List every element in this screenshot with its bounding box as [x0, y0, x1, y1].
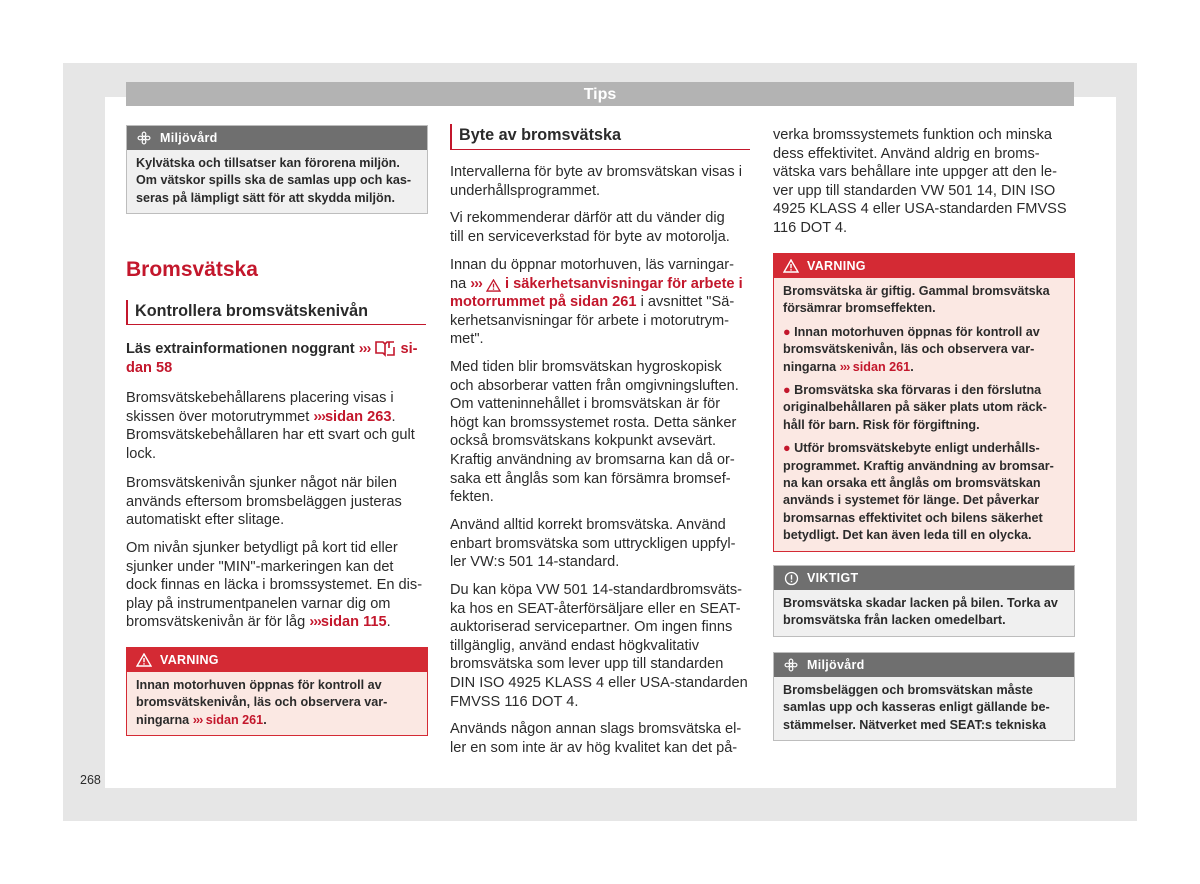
text-line: bromsvätska som lever upp till standarden	[450, 656, 724, 673]
text-line: högt kan bromssystemet rosta. Detta sänker	[450, 414, 737, 431]
text-line: na	[450, 275, 467, 292]
text-line: kerhetsanvisningar för arbete i motorutrym-	[450, 312, 730, 329]
page-number: 268	[80, 773, 101, 787]
warning-box	[126, 647, 428, 736]
chevron-icon: ›››	[192, 712, 203, 727]
warning-bullet	[783, 324, 1065, 376]
text-line: Bromsvätska ska förvaras i den förslutna	[794, 383, 1042, 398]
text-line: sjunker under "MIN"-markeringen kan det	[126, 558, 394, 575]
text-line: na kan orsaka ett ånglås om bromsvätskan	[783, 476, 1041, 491]
warning-title: VARNING	[807, 259, 866, 273]
text-line: tillgänglig, använd endast högkvalitativ	[450, 637, 700, 654]
text-line: Om nivån sjunker betydligt på kort tid eller	[126, 540, 398, 556]
text-line: vätska vars behållare inte uppger att den le-	[773, 164, 1057, 181]
text-line: betydligt. Det kan även leda till en olycka.	[783, 528, 1032, 543]
chapter-title: Bromsvätska	[126, 258, 258, 281]
page-link[interactable]: sidan 261	[852, 359, 911, 374]
text-line: Bromsbeläggen och bromsvätskan måste	[783, 683, 1033, 697]
paragraph	[450, 256, 750, 349]
section-heading	[126, 300, 426, 325]
text-line: enbart bromsvätska som uttryckligen uppfyl-	[450, 535, 736, 552]
page-link[interactable]: sidan 115	[320, 614, 387, 631]
warning-triangle-icon	[782, 259, 800, 273]
text-line: ler VW:s 501 14-standard.	[450, 554, 620, 571]
text-line: Om vätskor spills ska de samlas upp och kas-	[136, 173, 412, 188]
text-line: Om vatteninnehållet i bromsvätskan är för	[450, 396, 721, 413]
read-more-text: Läs extrainformationen noggrant	[126, 341, 355, 357]
page-link[interactable]: i säkerhetsanvisningar för arbete i	[505, 275, 743, 292]
text-line: Intervallerna för byte av bromsvätskan visas i	[450, 164, 742, 180]
text-line: .	[263, 712, 267, 727]
environment-note-text	[127, 150, 427, 213]
flower-icon	[782, 658, 800, 672]
text-line: 116 DOT 4.	[773, 219, 848, 236]
chevron-icon: ›››	[309, 614, 321, 631]
text-line: 4925 KLASS 4 eller USA-standarden FMVSS	[773, 201, 1067, 218]
paragraph	[450, 720, 750, 757]
text-line: ningarna	[783, 359, 837, 374]
section-heading	[450, 124, 750, 150]
text-line: Vi rekommenderar därför att du vänder dig	[450, 210, 725, 226]
text-line: och absorberar vatten från omgivningsluften.	[450, 377, 739, 394]
text-line: DIN ISO 4925 KLASS 4 eller USA-standarden	[450, 674, 748, 691]
exclamation-circle-icon	[782, 571, 800, 586]
text-line: FMVSS 116 DOT 4.	[450, 693, 579, 710]
chevron-icon: ›››	[470, 275, 482, 292]
environment-note-box	[773, 652, 1075, 741]
section-title: Byte av bromsvätska	[459, 126, 621, 144]
paragraph	[126, 474, 428, 530]
page-link[interactable]: sidan 261	[205, 712, 264, 727]
text-line: .	[391, 408, 396, 425]
text-line: till en serviceverkstad för byte av motorolja.	[450, 228, 730, 245]
important-note-box	[773, 565, 1075, 637]
paragraph	[450, 209, 750, 246]
paragraph	[126, 389, 428, 463]
text-line: fekten.	[450, 489, 494, 506]
page-link[interactable]: motorrummet på sidan 261	[450, 294, 637, 311]
text-line: Utför bromsvätskebyte enligt underhålls-	[794, 441, 1040, 456]
text-line: dock finnas en läcka i bromssystemet. En dis-	[126, 577, 423, 594]
text-line: underhållsprogrammet.	[450, 182, 601, 199]
text-line: bromsvätska från lacken omedelbart.	[783, 613, 1006, 628]
text-line: Kraftig användning av bromsarna kan då or-	[450, 451, 735, 468]
environment-note-header	[774, 653, 1074, 677]
text-line: Du kan köpa VW 501 14-standardbromsväts-	[450, 582, 743, 598]
text-line: stämmelser. Nätverket med SEAT:s tekniska	[783, 717, 1046, 732]
text-line: bromsvätskenivån, läs och observera var-	[783, 342, 1035, 357]
text-line: dess effektivitet. Använd aldrig en broms-	[773, 145, 1040, 162]
text-line: används eftersom bromsbeläggen justeras	[126, 493, 402, 510]
text-line: håll för barn. Risk för förgiftning.	[783, 417, 980, 432]
text-line: .	[386, 614, 391, 631]
text-line: play på instrumentpanelen varnar dig om	[126, 595, 391, 612]
page-link[interactable]: dan 58	[126, 359, 173, 376]
important-note-title: VIKTIGT	[807, 571, 859, 585]
text-line: Bromsvätska skadar lacken på bilen. Torka av	[783, 596, 1058, 610]
text-line: bromsarnas effektivitet och bilens säkerhet	[783, 510, 1043, 525]
text-line: ningarna	[136, 712, 190, 727]
paragraph	[773, 126, 1075, 238]
text-line: i avsnittet "Sä-	[640, 294, 735, 311]
text-line: Innan motorhuven öppnas för kontroll av	[794, 324, 1040, 339]
chevron-icon: ›››	[358, 341, 371, 357]
warning-bullet	[783, 382, 1065, 434]
text-line: samlas upp och kasseras enligt gällande be-	[783, 700, 1050, 715]
warning-triangle-icon	[135, 653, 153, 667]
warning-triangle-icon	[486, 279, 501, 292]
text-line: ka hos en SEAT-återförsäljare eller en SEAT-	[450, 600, 741, 617]
text-line: lock.	[126, 445, 157, 462]
text-line: Med tiden blir bromsvätskan hygroskopisk	[450, 359, 722, 375]
text-line: Bromsvätska är giftig. Gammal bromsvätska	[783, 284, 1050, 298]
text-line: verka bromssystemets funktion och minska	[773, 127, 1053, 143]
paragraph	[450, 581, 750, 711]
chevron-icon: ›››	[839, 359, 850, 374]
environment-note-text	[774, 677, 1074, 740]
environment-note-box	[126, 125, 428, 214]
text-line: skissen över motorutrymmet	[126, 408, 310, 425]
section-title: Kontrollera bromsvätskenivån	[135, 302, 368, 320]
text-line: Bromsvätskebehållaren har ett svart och gult	[126, 427, 415, 444]
text-line: Bromsvätskebehållarens placering visas i	[126, 390, 394, 406]
environment-note-header	[127, 126, 427, 150]
page-link[interactable]: sidan 263	[324, 408, 392, 425]
bullet-icon: ●	[783, 441, 791, 456]
chevron-icon: ›››	[313, 408, 325, 425]
warning-text	[774, 278, 1074, 551]
warning-header	[774, 254, 1074, 278]
warning-header	[127, 648, 427, 672]
warning-title: VARNING	[160, 653, 219, 667]
text-line: Bromsvätskenivån sjunker något när bilen	[126, 475, 397, 491]
paragraph	[450, 358, 750, 507]
read-more-line	[126, 339, 426, 377]
flower-icon	[135, 131, 153, 145]
text-line: Innan motorhuven öppnas för kontroll av	[136, 678, 382, 692]
text-line: bromsvätskenivån, läs och observera var-	[136, 695, 388, 710]
text-line: Använd alltid korrekt bromsvätska. Använd	[450, 517, 726, 533]
text-line: bromsvätskenivån är för låg	[126, 614, 306, 631]
text-line: originalbehållaren på säker plats utom räck-	[783, 400, 1047, 415]
text-line: programmet. Kraftig användning av bromsar-	[783, 458, 1054, 473]
environment-note-title: Miljövård	[160, 131, 218, 145]
text-line: försämrar bromseffekten.	[783, 301, 936, 316]
text-line: saka ett ånglås som kan försämra bromsef-	[450, 470, 731, 487]
book-reference-icon[interactable]	[374, 339, 396, 357]
text-line: ver upp till standarden VW 501 14, DIN ISO	[773, 182, 1056, 199]
important-note-text	[774, 590, 1074, 636]
text-line: används i systemet för länge. Det påverkar	[783, 493, 1040, 508]
warning-text	[127, 672, 427, 735]
text-line: också bromsvätskans kokpunkt avsevärt.	[450, 433, 717, 450]
bullet-icon: ●	[783, 324, 791, 339]
paragraph	[126, 539, 428, 632]
running-header: Tips	[126, 82, 1074, 106]
page-link[interactable]: si-	[400, 341, 418, 357]
paragraph	[450, 163, 750, 200]
text-line: seras på lämpligt sätt för att skydda miljön.	[136, 190, 395, 205]
text-line: ler en som inte är av hög kvalitet kan det på-	[450, 739, 738, 756]
text-line: Innan du öppnar motorhuven, läs varningar-	[450, 257, 734, 273]
text-line: auktoriserad servicepartner. Om ingen finns	[450, 619, 733, 636]
important-note-header	[774, 566, 1074, 590]
text-line: Kylvätska och tillsatser kan förorena miljön.	[136, 156, 400, 170]
text-line: met".	[450, 331, 484, 348]
warning-box	[773, 253, 1075, 552]
text-line: automatiskt efter slitage.	[126, 512, 285, 529]
text-line: Används någon annan slags bromsvätska el-	[450, 721, 742, 737]
warning-bullet	[783, 440, 1065, 544]
environment-note-title: Miljövård	[807, 658, 865, 672]
paragraph	[450, 516, 750, 572]
text-line: .	[910, 359, 914, 374]
bullet-icon: ●	[783, 383, 791, 398]
